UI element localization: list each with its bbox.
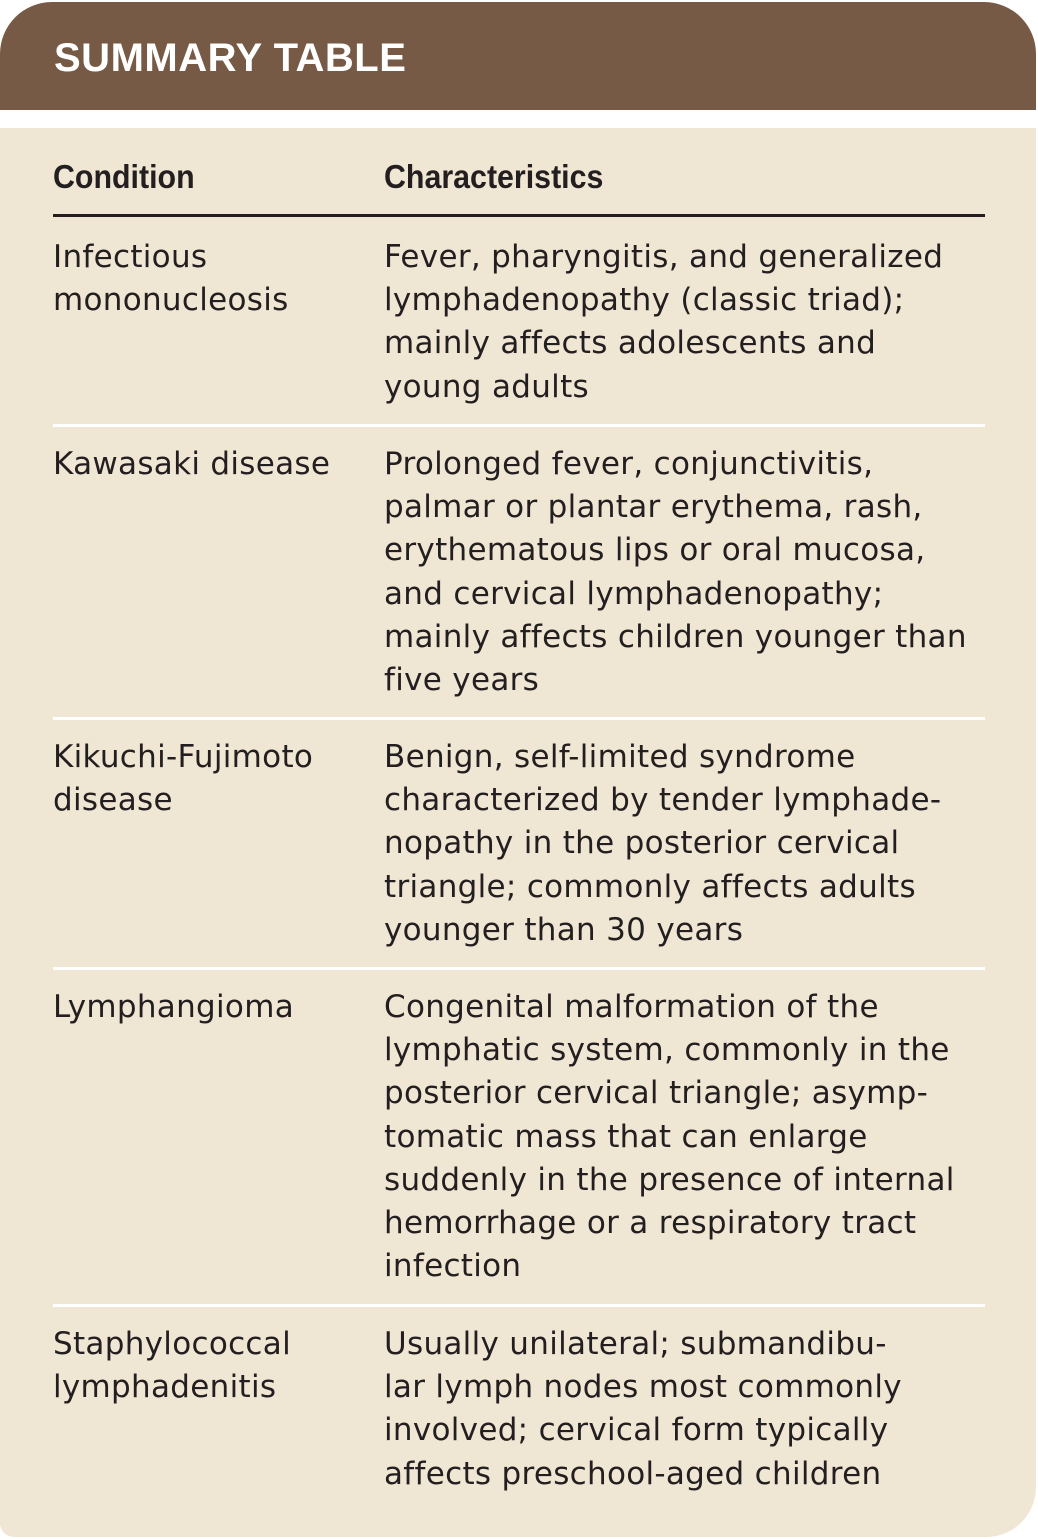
condition-cell: [53, 736, 373, 822]
condition-line: lymphadenitis: [53, 1369, 277, 1406]
characteristics-line: palmar or plantar erythema, rash,: [384, 489, 923, 526]
characteristics-line: mainly affects children younger than: [384, 618, 967, 655]
condition-line: Lymphangioma: [53, 989, 294, 1025]
characteristics-line: Fever, pharyngitis, and generalized: [384, 239, 944, 275]
characteristics-line: erythematous lips or oral mucosa,: [384, 532, 926, 569]
condition-line: disease: [53, 782, 173, 819]
characteristics-line: lymphadenopathy (classic triad);: [384, 282, 905, 319]
condition-line: mononucleosis: [53, 282, 289, 319]
summary-table-header: [0, 2, 1036, 110]
characteristics-line: tomatic mass that can enlarge: [384, 1118, 868, 1155]
characteristics-line: lar lymph nodes most commonly: [384, 1369, 902, 1406]
table-title: SUMMARY TABLE: [54, 36, 407, 80]
condition-line: Infectious: [53, 239, 208, 275]
characteristics-line: affects preschool-aged children: [384, 1455, 882, 1492]
characteristics-cell: [384, 236, 994, 409]
characteristics-line: Usually unilateral; submandibu-: [384, 1326, 887, 1362]
table-row: [53, 1304, 985, 1492]
characteristics-line: younger than 30 years: [384, 911, 744, 948]
characteristics-line: triangle; commonly affects adults: [384, 868, 916, 905]
table-row: [53, 424, 985, 699]
characteristics-line: Prolonged fever, conjunctivitis,: [384, 446, 874, 482]
characteristics-cell: [384, 1323, 994, 1496]
condition-line: Kawasaki disease: [53, 446, 331, 482]
condition-cell: [53, 986, 373, 1029]
condition-cell: [53, 236, 373, 322]
characteristics-line: and cervical lymphadenopathy;: [384, 575, 884, 612]
characteristics-line: mainly affects adolescents and: [384, 325, 877, 362]
characteristics-cell: [384, 443, 994, 702]
condition-line: Staphylococcal: [53, 1326, 291, 1362]
characteristics-cell: [384, 986, 994, 1288]
characteristics-line: Congenital malformation of the: [384, 989, 879, 1025]
characteristics-line: five years: [384, 662, 540, 699]
characteristics-line: characterized by tender lymphade-: [384, 782, 942, 819]
table-row: [53, 967, 985, 1285]
column-header-condition: Condition: [53, 158, 195, 195]
table-row: [53, 717, 985, 948]
column-header-characteristics: Characteristics: [384, 158, 604, 195]
characteristics-line: lymphatic system, commonly in the: [384, 1032, 950, 1069]
condition-cell: [53, 1323, 373, 1409]
characteristics-line: young adults: [384, 368, 589, 405]
table-header-row: [53, 158, 985, 217]
characteristics-line: infection: [384, 1248, 522, 1285]
characteristics-line: nopathy in the posterior cervical: [384, 825, 900, 862]
characteristics-line: suddenly in the presence of internal: [384, 1161, 955, 1198]
characteristics-line: Benign, self-limited syndrome: [384, 739, 856, 775]
condition-cell: [53, 443, 373, 486]
condition-line: Kikuchi-Fujimoto: [53, 739, 314, 775]
characteristics-line: posterior cervical triangle; asymp-: [384, 1075, 929, 1112]
characteristics-cell: [384, 736, 994, 952]
characteristics-line: involved; cervical form typically: [384, 1412, 889, 1449]
characteristics-line: hemorrhage or a respiratory tract: [384, 1205, 917, 1242]
